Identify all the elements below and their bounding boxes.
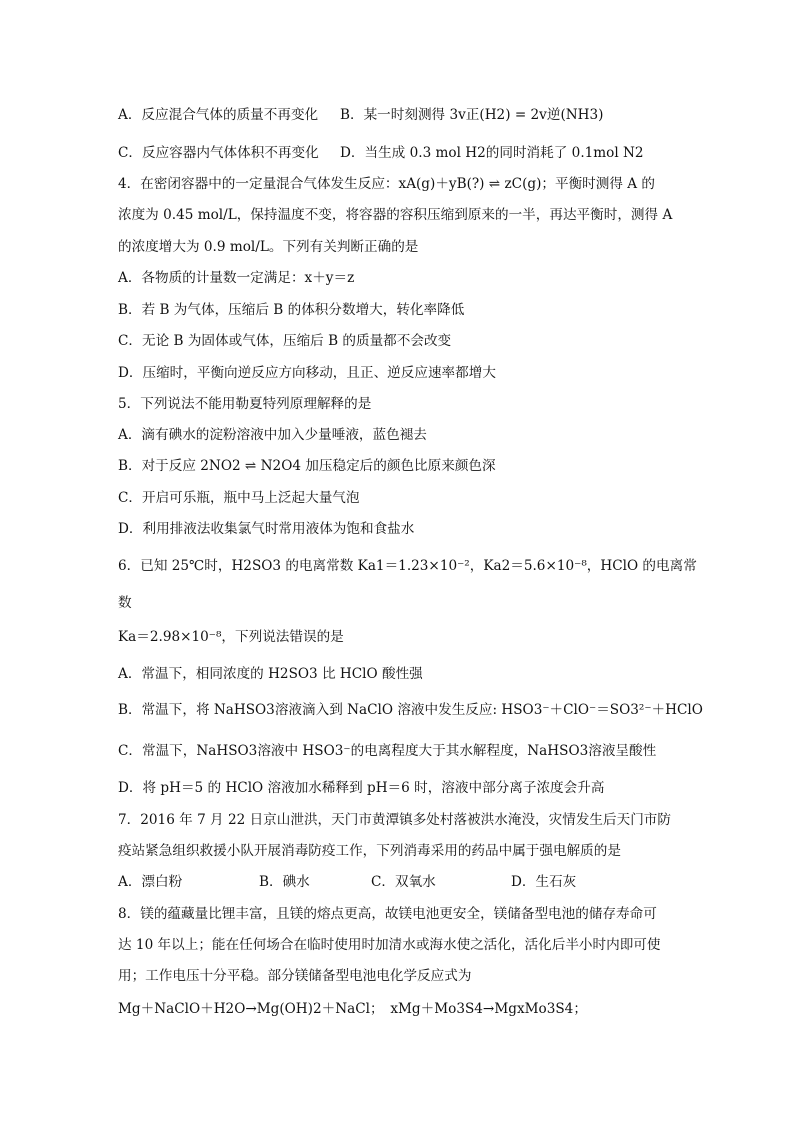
q5-option-c: C．开启可乐瓶，瓶中马上泛起大量气泡 bbox=[118, 490, 360, 506]
q8-reaction-equations: Mg＋NaClO＋H2O→Mg(OH)2＋NaCl； xMg＋Mo3S4→MgxMo3S4； bbox=[118, 1001, 587, 1017]
q7-stem-line-2: 疫站紧急组织救援小队开展消毒防疫工作，下列消毒采用的药品中属于强电解质的是 bbox=[118, 843, 621, 859]
q7-option-a: A．漂白粉 bbox=[118, 874, 183, 890]
q5-option-b: B．对于反应 2NO2 ⇌ N2O4 加压稳定后的颜色比原来颜色深 bbox=[118, 458, 496, 474]
q7-option-d: D．生石灰 bbox=[511, 874, 577, 890]
q6-option-c: C．常温下，NaHSO3溶液中 HSO3⁻的电离程度大于其水解程度，NaHSO3溶液呈酸性 bbox=[118, 743, 657, 759]
q7-stem-line-1: 7．2016 年 7 月 22 日京山泄洪，天门市黄潭镇多处村落被洪水淹没，灾情发生后天门市防 bbox=[118, 812, 671, 828]
q6-stem-line-3: Ka＝2.98×10⁻⁸，下列说法错误的是 bbox=[118, 629, 344, 645]
q4-stem-line-2: 浓度为 0.45 mol/L，保持温度不变，将容器的容积压缩到原来的一半，再达平衡时，测得 A bbox=[118, 207, 673, 223]
q3-option-b: B．某一时刻测得 3v正(H2) = 2v逆(NH3) bbox=[340, 107, 604, 123]
q6-option-b: B．常温下，将 NaHSO3溶液滴入到 NaClO 溶液中发生反应: HSO3⁻＋ClO⁻＝SO3²⁻＋HClO bbox=[118, 702, 703, 718]
q4-option-d: D．压缩时，平衡向逆反应方向移动，且正、逆反应速率都增大 bbox=[118, 365, 496, 381]
q6-stem-line-2: 数 bbox=[118, 595, 132, 611]
q6-option-d: D．将 pH＝5 的 HClO 溶液加水稀释到 pH＝6 时，溶液中部分离子浓度会升高 bbox=[118, 780, 605, 796]
q4-option-c: C．无论 B 为固体或气体，压缩后 B 的质量都不会改变 bbox=[118, 333, 452, 349]
q3-option-c: C．反应容器内气体体积不再变化 bbox=[118, 145, 319, 161]
q7-option-c: C．双氧水 bbox=[371, 874, 436, 890]
q3-option-a: A．反应混合气体的质量不再变化 bbox=[118, 107, 319, 123]
q5-option-d: D．利用排液法收集氯气时常用液体为饱和食盐水 bbox=[118, 521, 415, 537]
q8-stem-line-1: 8．镁的蕴藏量比锂丰富，且镁的熔点更高，故镁电池更安全，镁储备型电池的储存寿命可 bbox=[118, 906, 657, 922]
q3-options-row-2 bbox=[118, 142, 676, 164]
q7-options-row bbox=[118, 871, 676, 893]
q8-stem-line-2: 达 10 年以上；能在任何场合在临时使用时加清水或海水使之活化，活化后半小时内即可使 bbox=[118, 937, 661, 953]
q4-option-a: A．各物质的计量数一定满足：x＋y＝z bbox=[118, 270, 355, 286]
q6-stem-line-1: 6．已知 25℃时，H2SO3 的电离常数 Ka1＝1.23×10⁻²，Ka2＝5.6×10⁻⁸，HClO 的电离常 bbox=[118, 558, 697, 574]
q3-option-d: D．当生成 0.3 mol H2的同时消耗了 0.1mol N2 bbox=[340, 145, 644, 161]
q4-stem-line-1: 4．在密闭容器中的一定量混合气体发生反应：xA(g)＋yB(?) ⇌ zC(g)；平衡时测得 A 的 bbox=[118, 176, 655, 192]
q5-stem: 5．下列说法不能用勒夏特列原理解释的是 bbox=[118, 396, 372, 412]
q8-stem-line-3: 用；工作电压十分平稳。部分镁储备型电池电化学反应式为 bbox=[118, 968, 472, 984]
q6-option-a: A．常温下，相同浓度的 H2SO3 比 HClO 酸性强 bbox=[118, 666, 423, 682]
q4-option-b: B．若 B 为气体，压缩后 B 的体积分数增大，转化率降低 bbox=[118, 302, 465, 318]
q3-options-row-1 bbox=[118, 104, 676, 126]
q7-option-b: B．碘水 bbox=[259, 874, 310, 890]
q5-option-a: A．滴有碘水的淀粉溶液中加入少量唾液，蓝色褪去 bbox=[118, 427, 427, 443]
q4-stem-line-3: 的浓度增大为 0.9 mol/L。下列有关判断正确的是 bbox=[118, 239, 419, 255]
